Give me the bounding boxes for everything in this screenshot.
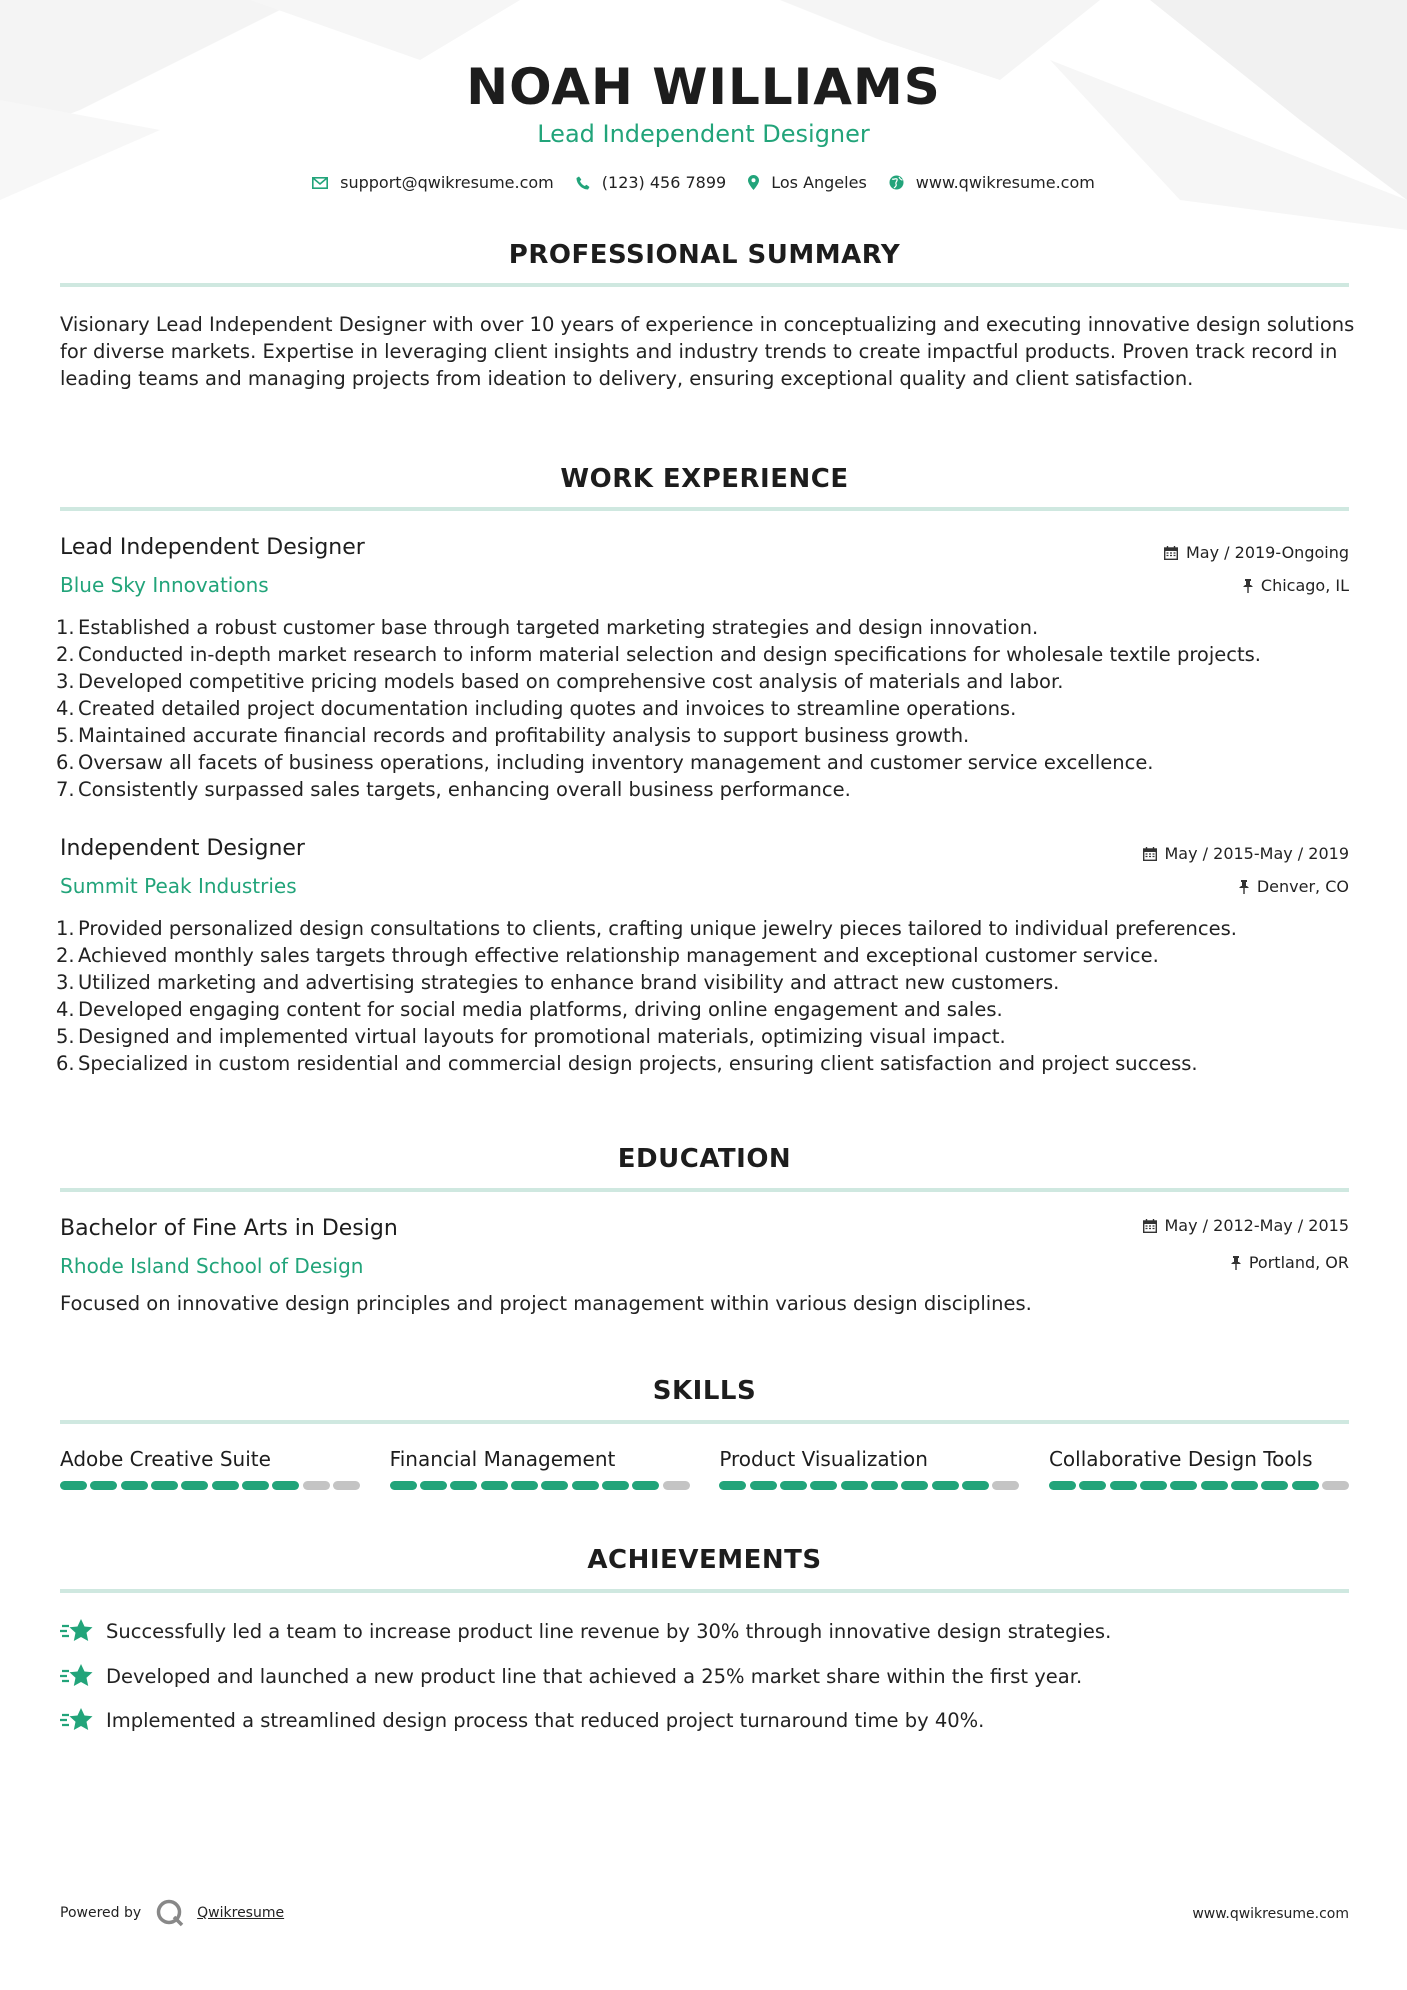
education-dates-text: May / 2012-May / 2015 xyxy=(1164,1216,1349,1235)
summary-divider xyxy=(60,283,1349,287)
star-icon xyxy=(60,1663,94,1689)
achievement-text: Successfully led a team to increase product line revenue by 30% through innovative design strategies. xyxy=(106,1619,1112,1643)
phone-text: (123) 456 7899 xyxy=(601,173,727,192)
job-company: Summit Peak Industries xyxy=(60,874,297,898)
phone-icon xyxy=(576,176,590,190)
skill-segment-filled xyxy=(1231,1481,1258,1490)
experience-heading: WORK EXPERIENCE xyxy=(560,464,849,494)
skill-segment-filled xyxy=(750,1481,777,1490)
qwikresume-link[interactable]: Qwikresume xyxy=(197,1905,285,1921)
achievements-heading: ACHIEVEMENTS xyxy=(587,1545,822,1575)
job-title: Independent Designer xyxy=(60,836,305,861)
achievements-divider xyxy=(60,1589,1349,1593)
skill-rating-bar xyxy=(390,1481,690,1490)
pushpin-icon xyxy=(1231,1256,1241,1270)
list-item: 5. Designed and implemented virtual layouts for promotional materials, optimizing visual impact. xyxy=(56,1025,1006,1048)
job-location-text: Denver, CO xyxy=(1256,877,1349,896)
skill-segment-filled xyxy=(121,1481,148,1490)
map-pin-icon xyxy=(748,175,759,190)
education-heading: EDUCATION xyxy=(617,1144,792,1174)
job-bullets xyxy=(56,614,1356,803)
list-item: 4. Developed engaging content for social media platforms, driving online engagement and sales. xyxy=(56,998,1003,1021)
skill-segment-filled xyxy=(719,1481,746,1490)
skill-rating-bar xyxy=(719,1481,1019,1490)
website-text: www.qwikresume.com xyxy=(915,173,1095,192)
skill-rating-bar xyxy=(1049,1481,1349,1490)
skill-segment-filled xyxy=(780,1481,807,1490)
achievement-item xyxy=(60,1707,984,1733)
job-dates xyxy=(1143,844,1350,863)
list-item: 1. Provided personalized design consultations to clients, crafting unique jewelry pieces tailored to individual preferences. xyxy=(56,917,1237,940)
skill-segment-empty xyxy=(303,1481,330,1490)
skill-item xyxy=(719,1447,1019,1490)
skill-segment-filled xyxy=(932,1481,959,1490)
job-location xyxy=(1239,877,1349,896)
contact-phone[interactable] xyxy=(576,173,726,192)
calendar-icon xyxy=(1143,847,1157,861)
contact-website[interactable] xyxy=(889,173,1095,192)
globe-icon xyxy=(889,175,904,190)
skill-segment-filled xyxy=(511,1481,538,1490)
education-description: Focused on innovative design principles and project management within various design disciplines. xyxy=(60,1292,1032,1315)
skill-segment-filled xyxy=(450,1481,477,1490)
skill-segment-filled xyxy=(632,1481,659,1490)
job-dates-text: May / 2015-May / 2019 xyxy=(1164,844,1349,863)
list-item: 6. Specialized in custom residential and commercial design projects, ensuring client satisfaction and project success. xyxy=(56,1052,1198,1075)
list-item: 6. Oversaw all facets of business operations, including inventory management and customer service excellence. xyxy=(56,751,1154,774)
skill-segment-filled xyxy=(1261,1481,1288,1490)
achievement-item xyxy=(60,1618,1111,1644)
skill-segment-filled xyxy=(90,1481,117,1490)
list-item: 2. Conducted in-depth market research to inform material selection and design specifications for wholesale textile projects. xyxy=(56,643,1262,666)
list-item: 1. Established a robust customer base through targeted marketing strategies and design innovation. xyxy=(56,616,1039,639)
footer-powered-by xyxy=(60,1898,284,1928)
skill-segment-empty xyxy=(333,1481,360,1490)
skill-segment-filled xyxy=(242,1481,269,1490)
skill-segment-filled xyxy=(810,1481,837,1490)
skill-name: Financial Management xyxy=(389,1447,616,1471)
skills-heading: SKILLS xyxy=(652,1376,757,1406)
skill-segment-empty xyxy=(663,1481,690,1490)
contact-bar xyxy=(0,173,1407,192)
job-bullets xyxy=(56,915,1356,1077)
powered-by-label: Powered by xyxy=(60,1905,142,1921)
summary-heading: PROFESSIONAL SUMMARY xyxy=(508,240,901,270)
job-dates-text: May / 2019-Ongoing xyxy=(1186,543,1349,562)
candidate-role: Lead Independent Designer xyxy=(537,120,870,148)
school-name: Rhode Island School of Design xyxy=(60,1254,364,1278)
summary-text: Visionary Lead Independent Designer with over 10 years of experience in conceptualizing and executing innovative design solutions for diverse markets. Expertise in leveraging client insights and industry trends to create impactful products. Proven track record in leading teams and managing projects from ideation to delivery, ensuring exceptional quality and client satisfaction. xyxy=(60,313,1355,390)
skills-divider xyxy=(60,1420,1349,1424)
achievement-item xyxy=(60,1663,1082,1689)
candidate-name: NOAH WILLIAMS xyxy=(466,58,941,116)
skill-name: Collaborative Design Tools xyxy=(1048,1447,1313,1471)
pushpin-icon xyxy=(1239,880,1249,894)
skill-segment-filled xyxy=(1201,1481,1228,1490)
skill-segment-filled xyxy=(1170,1481,1197,1490)
calendar-icon xyxy=(1143,1219,1157,1233)
contact-location xyxy=(748,173,867,192)
skill-item xyxy=(390,1447,690,1490)
star-icon xyxy=(60,1707,94,1733)
email-text: support@qwikresume.com xyxy=(340,173,554,192)
calendar-icon xyxy=(1164,546,1178,560)
skills-list xyxy=(60,1447,1349,1490)
skill-segment-filled xyxy=(151,1481,178,1490)
achievement-text: Implemented a streamlined design process that reduced project turnaround time by 40%. xyxy=(106,1708,985,1732)
list-item: 7. Consistently surpassed sales targets, enhancing overall business performance. xyxy=(56,778,851,801)
pushpin-icon xyxy=(1243,579,1253,593)
job-location-text: Chicago, IL xyxy=(1260,576,1349,595)
skill-name: Product Visualization xyxy=(719,1447,928,1471)
education-location-text: Portland, OR xyxy=(1248,1253,1349,1272)
list-item: 2. Achieved monthly sales targets through effective relationship management and exceptional customer service. xyxy=(56,944,1159,967)
footer-url[interactable]: www.qwikresume.com xyxy=(1192,1906,1349,1922)
skill-segment-filled xyxy=(272,1481,299,1490)
location-text: Los Angeles xyxy=(771,173,867,192)
skill-segment-filled xyxy=(1110,1481,1137,1490)
education-location xyxy=(1231,1253,1349,1272)
skill-segment-filled xyxy=(572,1481,599,1490)
skill-segment-filled xyxy=(420,1481,447,1490)
qwikresume-logo-icon xyxy=(155,1898,185,1928)
contact-email[interactable] xyxy=(312,173,554,192)
degree-title: Bachelor of Fine Arts in Design xyxy=(60,1216,398,1241)
skill-rating-bar xyxy=(60,1481,360,1490)
skill-segment-filled xyxy=(60,1481,87,1490)
star-icon xyxy=(60,1618,94,1644)
skill-segment-filled xyxy=(841,1481,868,1490)
skill-segment-filled xyxy=(1049,1481,1076,1490)
job-company: Blue Sky Innovations xyxy=(60,573,269,597)
skill-segment-filled xyxy=(390,1481,417,1490)
list-item: 3. Utilized marketing and advertising strategies to enhance brand visibility and attract new customers. xyxy=(56,971,1060,994)
skill-name: Adobe Creative Suite xyxy=(60,1447,271,1471)
education-divider xyxy=(60,1188,1349,1192)
skill-segment-filled xyxy=(1079,1481,1106,1490)
skill-segment-filled xyxy=(871,1481,898,1490)
achievement-text: Developed and launched a new product line that achieved a 25% market share within the first year. xyxy=(106,1664,1083,1688)
job-title: Lead Independent Designer xyxy=(60,535,365,560)
job-dates xyxy=(1164,543,1349,562)
education-dates xyxy=(1143,1216,1350,1235)
list-item: 3. Developed competitive pricing models based on comprehensive cost analysis of materials and labor. xyxy=(56,670,1064,693)
job-location xyxy=(1243,576,1349,595)
skill-segment-filled xyxy=(481,1481,508,1490)
skill-segment-empty xyxy=(992,1481,1019,1490)
skill-item xyxy=(1049,1447,1349,1490)
skill-item xyxy=(60,1447,360,1490)
list-item: 5. Maintained accurate financial records and profitability analysis to support business growth. xyxy=(56,724,970,747)
skill-segment-filled xyxy=(602,1481,629,1490)
skill-segment-filled xyxy=(1140,1481,1167,1490)
experience-divider xyxy=(60,507,1349,511)
skill-segment-filled xyxy=(212,1481,239,1490)
skill-segment-filled xyxy=(181,1481,208,1490)
skill-segment-filled xyxy=(1292,1481,1319,1490)
list-item: 4. Created detailed project documentation including quotes and invoices to streamline operations. xyxy=(56,697,1017,720)
envelope-icon xyxy=(312,177,328,189)
skill-segment-empty xyxy=(1322,1481,1349,1490)
skill-segment-filled xyxy=(541,1481,568,1490)
skill-segment-filled xyxy=(901,1481,928,1490)
skill-segment-filled xyxy=(962,1481,989,1490)
